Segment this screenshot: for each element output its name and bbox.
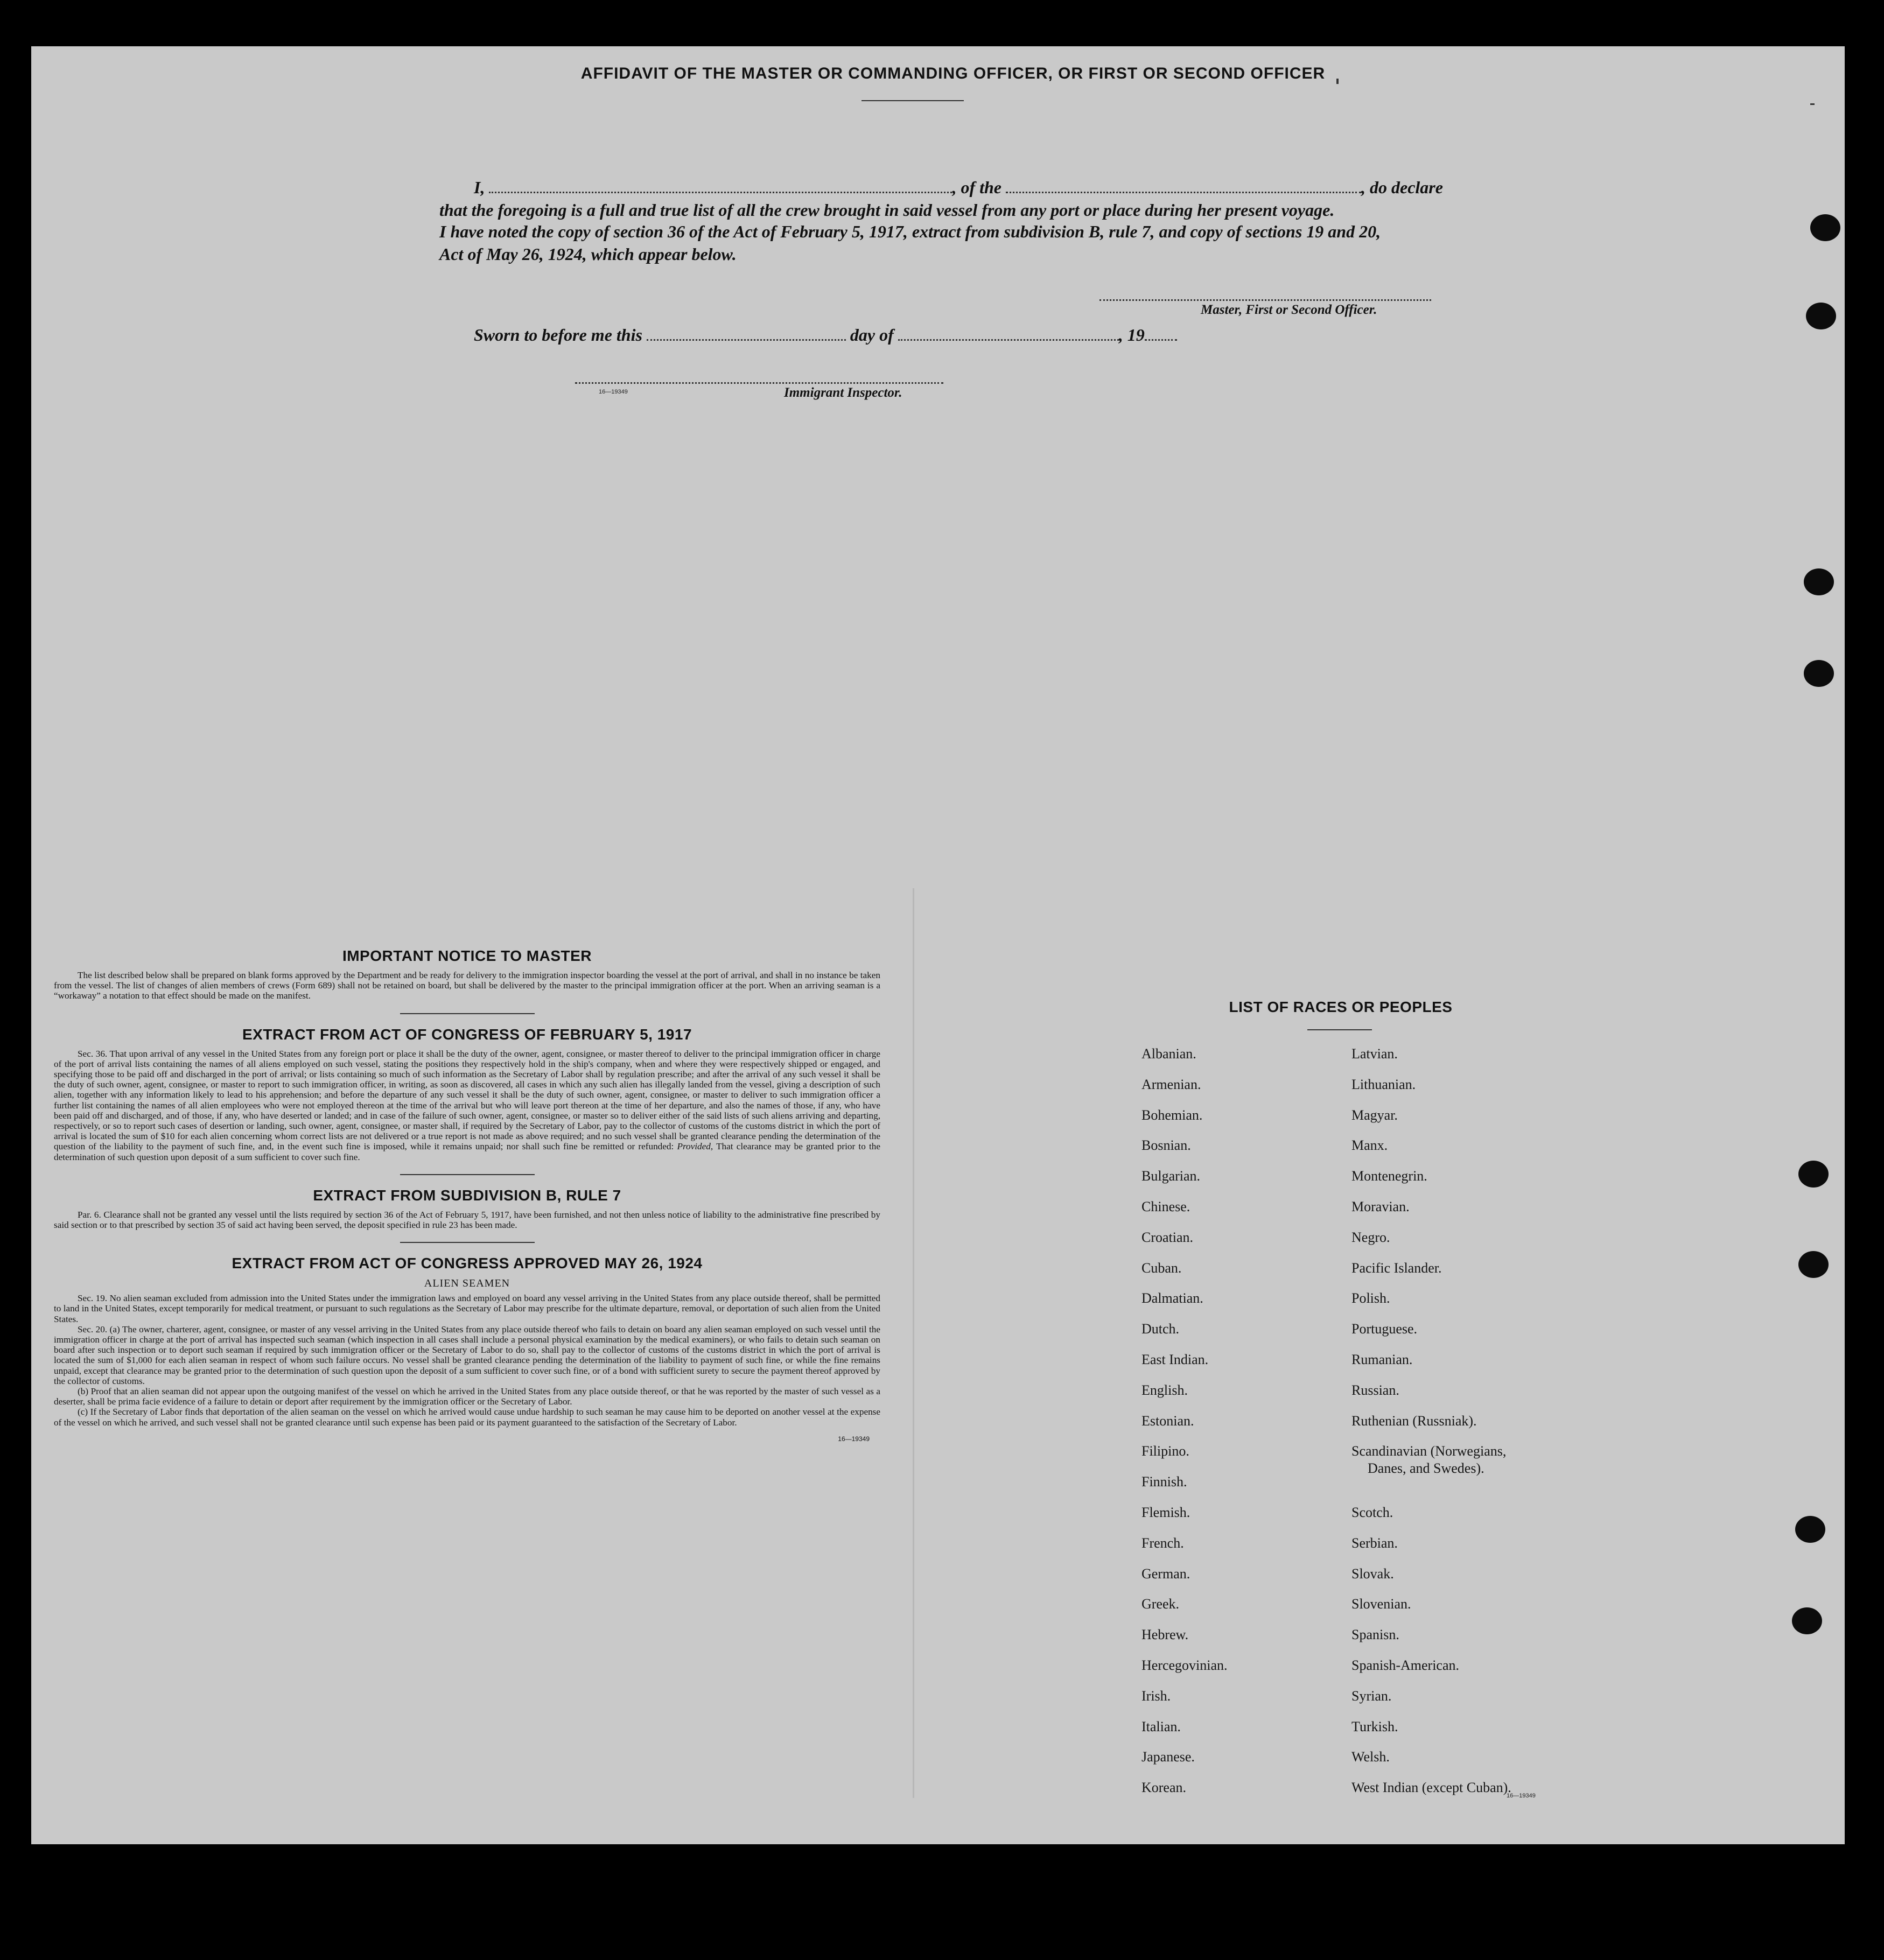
affidavit-title: AFFIDAVIT OF THE MASTER OR COMMANDING OFFICER, OR FIRST OR SECOND OFFICER <box>580 65 1326 82</box>
race-item: Turkish. <box>1351 1718 1398 1734</box>
title-divider <box>862 100 964 101</box>
section-20a-text: Sec. 20. (a) The owner, charterer, agent, consignee, or master of any vessel arriving in the United States from any place outside thereof who fails to detain on board any alien seaman employed on such vessel until the immigration officer in charge at the port of arrival has inspected such seaman (which inspection in all cases shall include a personal physical examination by the medical examiners), or who fails to detain such seaman on board after such inspection or to deport such seaman if required by such immigration officer or the Secretary of Labor to do so, shall pay to the collector of customs of the customs district in which the port of arrival is located the sum of $1,000 for each alien seaman in respect of whom such failure occurs. No vessel shall be granted clearance pending the determination of the liability to payment of such fine, or while the fine remains unpaid, except that clearance may be granted prior to the determination of such question upon the deposit of a sum sufficient to cover such fine, or of a bond with sufficient surety to secure the payment thereof approved by the collector of customs. <box>54 1324 880 1386</box>
notice-text: The list described below shall be prepared on blank forms approved by the Department and be ready for delivery to the immigration inspector boarding the vessel at the port of arrival, and shall in no instance be taken from the vessel. The list of changes of alien members of crews (Form 689) shall not be retained on board, but shall be delivered by the master to the principal immigration officer at the port. When an arriving seaman is a “workaway” a notation to that effect should be made on the manifest. <box>54 970 880 1001</box>
race-item: Finnish. <box>1141 1474 1187 1490</box>
notice-title: IMPORTANT NOTICE TO MASTER <box>342 947 592 964</box>
race-item: Korean. <box>1141 1780 1187 1796</box>
sworn-day-blank[interactable] <box>647 338 846 341</box>
section-36-text <box>54 1049 880 1162</box>
race-item: Montenegrin. <box>1351 1168 1427 1184</box>
race-item: German. <box>1141 1565 1190 1582</box>
race-item: Slovak. <box>1351 1565 1394 1582</box>
section-divider <box>400 1242 535 1243</box>
punch-hole <box>1804 660 1834 687</box>
race-item: Slovenian. <box>1351 1596 1411 1612</box>
affidavit-line-1 <box>474 178 1529 198</box>
race-item: Hebrew. <box>1141 1627 1189 1643</box>
race-item: Filipino. <box>1141 1443 1189 1459</box>
races-title: LIST OF RACES OR PEOPLES <box>1229 999 1453 1015</box>
race-item: Ruthenian (Russniak). <box>1351 1413 1477 1429</box>
affidavit-line-4: Act of May 26, 1924, which appear below. <box>439 244 737 264</box>
race-item: Irish. <box>1141 1688 1171 1704</box>
punch-hole <box>1798 1161 1829 1188</box>
sworn-text: day of <box>850 325 894 345</box>
race-item: Croatian. <box>1141 1229 1194 1245</box>
race-item-line: Danes, and Swedes). <box>1368 1460 1484 1477</box>
section-36-tail: That clearance may be granted prior to the determination of such question upon deposit of a sum sufficient to cover such fine. <box>54 1141 880 1162</box>
center-fold <box>913 888 914 1798</box>
race-item: Negro. <box>1351 1229 1390 1245</box>
race-item: Cuban. <box>1141 1260 1182 1276</box>
alien-seamen-subtitle: ALIEN SEAMEN <box>424 1277 510 1290</box>
races-form-code: 16—19349 <box>1507 1793 1536 1799</box>
race-item: Bohemian. <box>1141 1107 1203 1123</box>
paper-speck <box>1810 103 1815 105</box>
extract-rule7-title: EXTRACT FROM SUBDIVISION B, RULE 7 <box>313 1186 621 1204</box>
race-item: Syrian. <box>1351 1688 1392 1704</box>
race-item: Flemish. <box>1141 1504 1190 1520</box>
race-item: Pacific Islander. <box>1351 1260 1442 1276</box>
race-item: Dutch. <box>1141 1321 1180 1337</box>
section-20c-text: (c) If the Secretary of Labor finds that deportation of the alien seaman on the vessel on which he arrived would cause undue hardship to such seaman he may cause him to be deported on another vessel at the expense of the vessel on which he arrived, and such vessel shall not be granted clearance until such expense has been paid or its payment guaranteed to the satisfaction of the Secretary of Labor. <box>54 1407 880 1428</box>
race-item: Lithuanian. <box>1351 1076 1416 1092</box>
race-item-line: Scandinavian (Norwegians, <box>1351 1443 1507 1459</box>
section-19-text: Sec. 19. No alien seaman excluded from admission into the United States under the immigration laws and employed on board any vessel arriving in the United States from any place outside thereof, shall be permitted to land in the United States, except temporarily for medical treatment, or pursuant to such regulations as the Secretary of Labor may prescribe for the ultimate departure, removal, or deportation of such alien from the United States. <box>54 1293 880 1324</box>
race-item: Spanish-American. <box>1351 1657 1460 1673</box>
race-item: Manx. <box>1351 1137 1388 1154</box>
race-item: Hercegovinian. <box>1141 1657 1228 1673</box>
extract-1924-title: EXTRACT FROM ACT OF CONGRESS APPROVED MAY 26, 1924 <box>232 1255 703 1272</box>
race-item: Italian. <box>1141 1718 1181 1734</box>
race-item: West Indian (except Cuban). <box>1351 1780 1511 1796</box>
race-item: Moravian. <box>1351 1198 1410 1214</box>
provided-word: Provided, <box>677 1141 713 1152</box>
race-item-scandinavian <box>1351 1443 1511 1504</box>
race-item: Spanisn. <box>1351 1627 1399 1643</box>
punch-hole <box>1792 1607 1822 1634</box>
punch-hole <box>1810 214 1840 241</box>
race-item: Portuguese. <box>1351 1321 1418 1337</box>
affidavit-form-code: 16—19349 <box>599 389 628 395</box>
race-item: Bosnian. <box>1141 1137 1191 1154</box>
sworn-text: , 19 <box>1118 325 1145 345</box>
race-item: Chinese. <box>1141 1198 1190 1214</box>
master-name-blank[interactable] <box>489 191 952 193</box>
punch-hole <box>1806 303 1836 329</box>
document-sheet <box>31 46 1845 1844</box>
affidavit-line-3: I have noted the copy of section 36 of the Act of February 5, 1917, extract from subdivision B, rule 7, and copy of sections 19 and 20, <box>439 222 1381 241</box>
punch-hole <box>1795 1516 1825 1543</box>
section-36-body: Sec. 36. That upon arrival of any vessel in the United States from any foreign port or place it shall be the duty of the owner, agent, consignee, or master thereof to deliver to the principal immigration officer in charge of the port of arrival lists containing the names of all aliens employed on such vessel, stating the positions they respectively hold in the ship's company, when and where they were respectively shipped or engaged, and specifying those to be paid off and discharged in the port of arrival; or lists containing so much of such information as the Secretary of Labor shall by regulation prescribe; and after the arrival of any such vessel it shall be the duty of such owner, agent, consignee, or master to report to such immigration officer, in writing, as soon as discovered, all cases in which any such alien has illegally landed from the vessel, giving a description of such alien, together with any information likely to lead to his apprehension; and before the departure of any such vessel it shall be the duty of such owner, agent, consignee, or master to deliver to such immigration officer a further list containing the names of all alien employees who were not employed thereon at the time of the arrival but who will leave port thereon at the time of her departure, and also the names of those, if any, who have been paid off and discharged, and of those, if any, who have deserted or landed; and in case of the failure of such owner, agent, consignee, or master so to deliver either of the said lists of such aliens arriving and departing, respectively, or so to report such cases of desertion or landing, such owner, agent, consignee, or master shall, if required by the Secretary of Labor, pay to the collector of customs of the customs district in which the port of arrival is located the sum of $10 for each alien concerning whom correct lists are not delivered or a true report is not made as above required; and no such vessel shall be granted clearance pending the determination of the question of the liability to the payment of such fine, and, in the event such fine is imposed, while it remains unpaid; nor shall such fine be remitted or refunded: <box>54 1048 880 1152</box>
vessel-name-blank[interactable] <box>1006 191 1361 193</box>
race-item: Magyar. <box>1351 1107 1398 1123</box>
punch-hole <box>1798 1251 1829 1278</box>
affidavit-text: I, <box>474 178 485 197</box>
race-item: Latvian. <box>1351 1046 1398 1062</box>
inspector-signature-label: Immigrant Inspector. <box>784 385 902 400</box>
affidavit-text: , do declare <box>1361 178 1443 197</box>
race-item: Welsh. <box>1351 1749 1390 1765</box>
races-column-1 <box>1141 1045 1228 1810</box>
race-item: Serbian. <box>1351 1535 1398 1551</box>
sworn-text: Sworn to before me this <box>474 325 642 345</box>
race-item: French. <box>1141 1535 1184 1551</box>
race-item: Albanian. <box>1141 1046 1196 1062</box>
race-item: Japanese. <box>1141 1749 1195 1765</box>
races-divider <box>1307 1029 1372 1030</box>
race-item: Polish. <box>1351 1290 1390 1306</box>
section-divider <box>400 1013 535 1014</box>
race-item: Scotch. <box>1351 1504 1393 1520</box>
sworn-line <box>474 325 1529 345</box>
master-signature-line[interactable] <box>1099 299 1431 301</box>
sworn-year-blank[interactable] <box>1145 338 1177 341</box>
notices-column <box>54 947 880 1443</box>
section-divider <box>400 1174 535 1175</box>
master-signature-label: Master, First or Second Officer. <box>1201 303 1377 317</box>
inspector-signature-line[interactable] <box>575 382 943 384</box>
section-20b-text: (b) Proof that an alien seaman did not appear upon the outgoing manifest of the vessel on which he arrived in the United States from any place outside thereof, or that he was reported by the master of such vessel as a deserter, shall be prima facie evidence of a failure to detain or deport after requirement by the immigration officer or the Secretary of Labor. <box>54 1386 880 1407</box>
race-item: Armenian. <box>1141 1076 1201 1092</box>
races-column-2 <box>1351 1045 1511 1810</box>
rule-7-text: Par. 6. Clearance shall not be granted any vessel until the lists required by section 36 of the Act of February 5, 1917, have been furnished, and not then unless notice of liability to the administrative fine prescribed by said section or to that prescribed by section 35 of said act having been served, the deposit specified in rule 23 has been made. <box>54 1209 880 1231</box>
affidavit-line-2: that the foregoing is a full and true list of all the crew brought in said vessel from any port or place during her present voyage. <box>439 200 1335 220</box>
sworn-month-blank[interactable] <box>898 338 1119 341</box>
extract-1917-title: EXTRACT FROM ACT OF CONGRESS OF FEBRUARY 5, 1917 <box>242 1025 692 1043</box>
race-item: Russian. <box>1351 1382 1399 1398</box>
race-item: East Indian. <box>1141 1351 1209 1367</box>
affidavit-text: , of the <box>952 178 1001 197</box>
race-item: Estonian. <box>1141 1413 1194 1429</box>
race-item: Dalmatian. <box>1141 1290 1203 1306</box>
punch-hole <box>1804 568 1834 595</box>
race-item: English. <box>1141 1382 1188 1398</box>
notices-form-code: 16—19349 <box>838 1435 870 1443</box>
race-item: Bulgarian. <box>1141 1168 1201 1184</box>
race-item: Greek. <box>1141 1596 1180 1612</box>
race-item: Rumanian. <box>1351 1351 1413 1367</box>
